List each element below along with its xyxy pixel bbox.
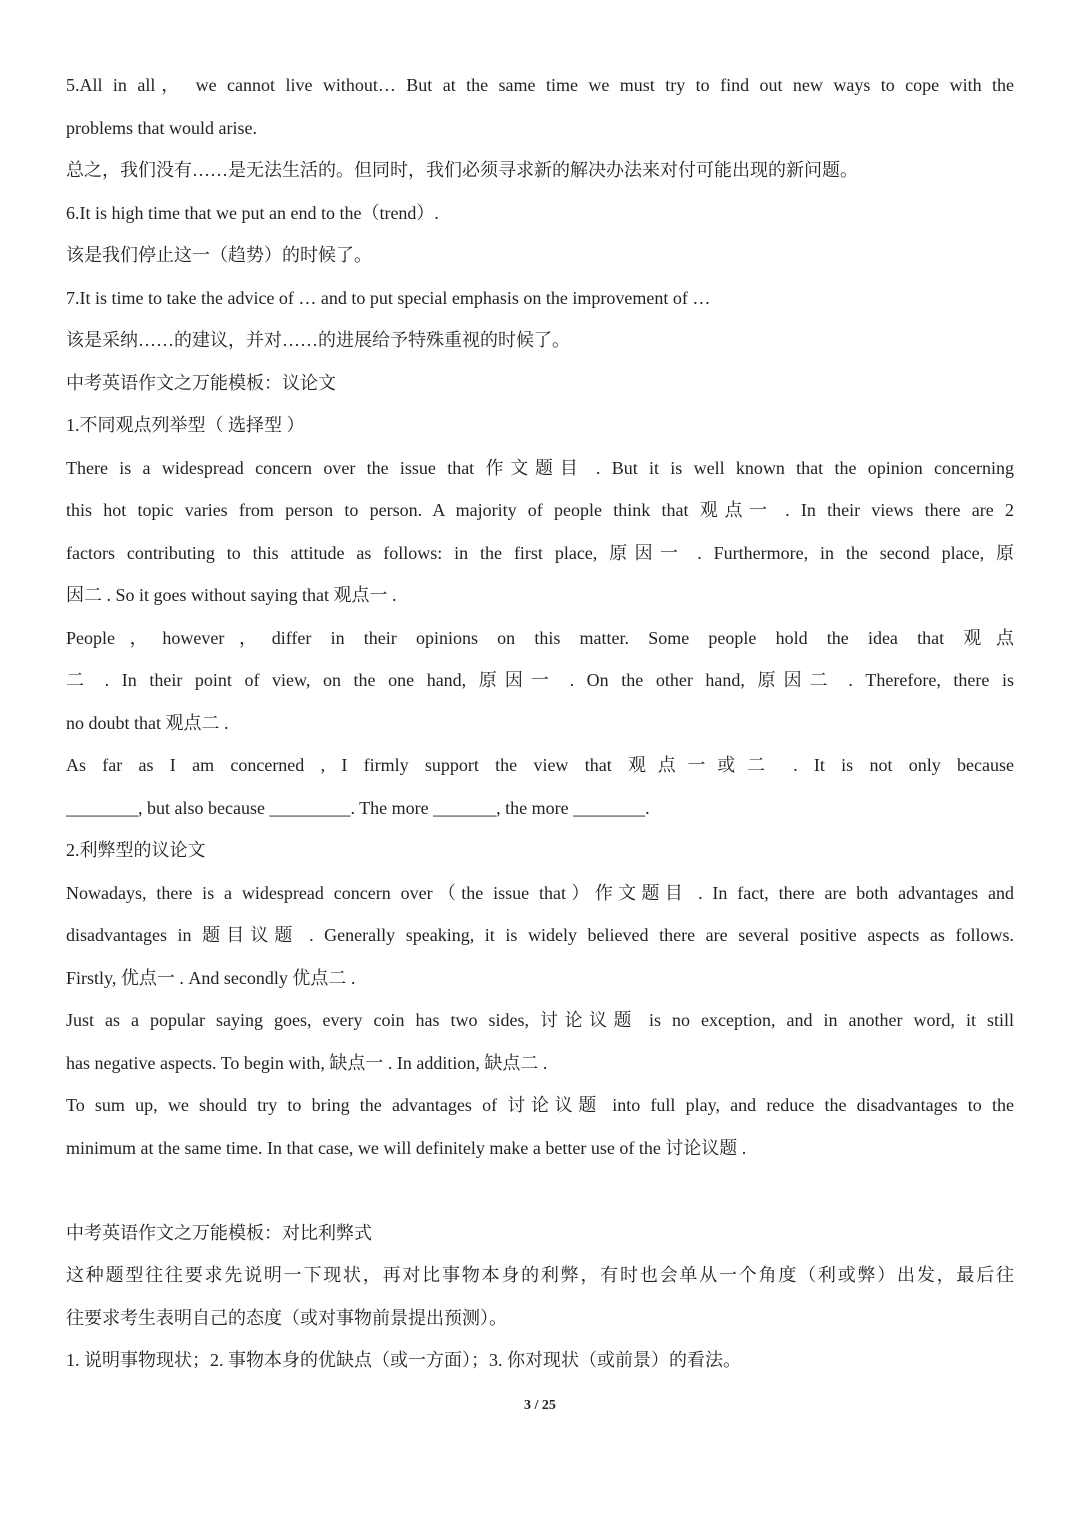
text-line: 因二 . So it goes without saying that 观点一 . [66, 585, 397, 605]
text-line: 该是我们停止这一（趋势）的时候了。 [66, 245, 372, 265]
paragraph-item-5-en [66, 64, 1014, 149]
text-line: no doubt that 观点二 . [66, 712, 229, 733]
paragraph-summary [66, 1084, 1014, 1169]
paragraph-cons [66, 999, 1014, 1084]
paragraph-item-6-zh [66, 234, 1014, 277]
blank-spacer [66, 1169, 1014, 1212]
paragraph-pros [66, 872, 1014, 1000]
text-line: problems that would arise. [66, 117, 257, 138]
section-heading: 中考英语作文之万能模板：对比利弊式 [66, 1222, 372, 1243]
text-line: 7.It is time to take the advice of … and to put special emphasis on the improvement of … [66, 287, 711, 308]
text-line: 1. 说明事物现状；2. 事物本身的优缺点（或一方面）；3. 你对现状（或前景）的看法。 [66, 1350, 741, 1370]
text-line: To sum up, we should try to bring the advantages of 讨论议题 into full play, and reduce the disadvantages to the [66, 1095, 1014, 1115]
section-heading-argumentative [66, 362, 1014, 405]
text-line: 这种题型往往要求先说明一下现状，再对比事物本身的利弊，有时也会单从一个角度（利或弊）出发，最后往 [66, 1265, 1014, 1285]
text-line: 5.All in all， we cannot live without… But at the same time we must try to find out new ways to cope with the [66, 75, 1014, 95]
page-number: 3 / 25 [524, 1398, 556, 1413]
paragraph-item-7-en [66, 277, 1014, 320]
text-line: Nowadays, there is a widespread concern over（the issue that）作文题目 . In fact, there are both advantages and [66, 882, 1014, 903]
paragraph-opinion-contrast [66, 617, 1014, 745]
section-heading-comparison [66, 1212, 1014, 1255]
paragraph-opinion-conclusion [66, 744, 1014, 829]
text-line: 该是采纳……的建议，并对……的进展给予特殊重视的时候了。 [66, 330, 570, 350]
paragraph-comparison-description [66, 1254, 1014, 1339]
text-line: People，however，differ in their opinions on this matter. Some people hold the idea that 观点 [66, 627, 1014, 648]
text-line: ________, but also because _________. The more _______, the more ________. [66, 797, 650, 818]
text-line: 往要求考生表明自己的态度（或对事物前景提出预测）。 [66, 1307, 507, 1328]
text-line: Just as a popular saying goes, every coin has two sides, 讨论议题 is no exception, and in another word, it still [66, 1010, 1014, 1030]
text-line: Firstly, 优点一 . And secondly 优点二 . [66, 967, 356, 988]
text-line: minimum at the same time. In that case, we will definitely make a better use of the 讨论议题 . [66, 1137, 747, 1158]
subheading: 2.利弊型的议论文 [66, 840, 206, 860]
section-heading: 中考英语作文之万能模板：议论文 [66, 372, 336, 393]
text-line: 6.It is high time that we put an end to the（trend）. [66, 202, 439, 223]
text-line: 总之，我们没有……是无法生活的。但同时，我们必须寻求新的解决办法来对付可能出现的新问题。 [66, 160, 858, 180]
subheading: 1.不同观点列举型（ 选择型 ） [66, 415, 305, 435]
paragraph-opinion-intro [66, 447, 1014, 617]
text-line: 二 . In their point of view, on the one hand, 原因一 . On the other hand, 原因二 . Therefore, there is [66, 670, 1014, 690]
paragraph-item-7-zh [66, 319, 1014, 362]
text-line: this hot topic varies from person to person. A majority of people think that 观点一 . In their views there are 2 [66, 500, 1014, 520]
paragraph-item-6-en [66, 192, 1014, 235]
paragraph-comparison-steps [66, 1339, 1014, 1382]
text-line: There is a widespread concern over the issue that 作文题目 . But it is well known that the opinion concerning [66, 457, 1014, 478]
text-line: As far as I am concerned , I firmly support the view that 观点一或二 . It is not only because [66, 755, 1014, 775]
subheading-opinion-type [66, 404, 1014, 447]
paragraph-item-5-zh [66, 149, 1014, 192]
text-line: disadvantages in 题目议题 . Generally speaking, it is widely believed there are several positive aspects as follows. [66, 925, 1014, 945]
subheading-pros-cons-type [66, 829, 1014, 872]
text-line: has negative aspects. To begin with, 缺点一 . In addition, 缺点二 . [66, 1052, 548, 1073]
document-body [66, 64, 1014, 1382]
text-line: factors contributing to this attitude as follows: in the first place, 原因一 . Furthermore, in the second place, 原 [66, 542, 1014, 563]
